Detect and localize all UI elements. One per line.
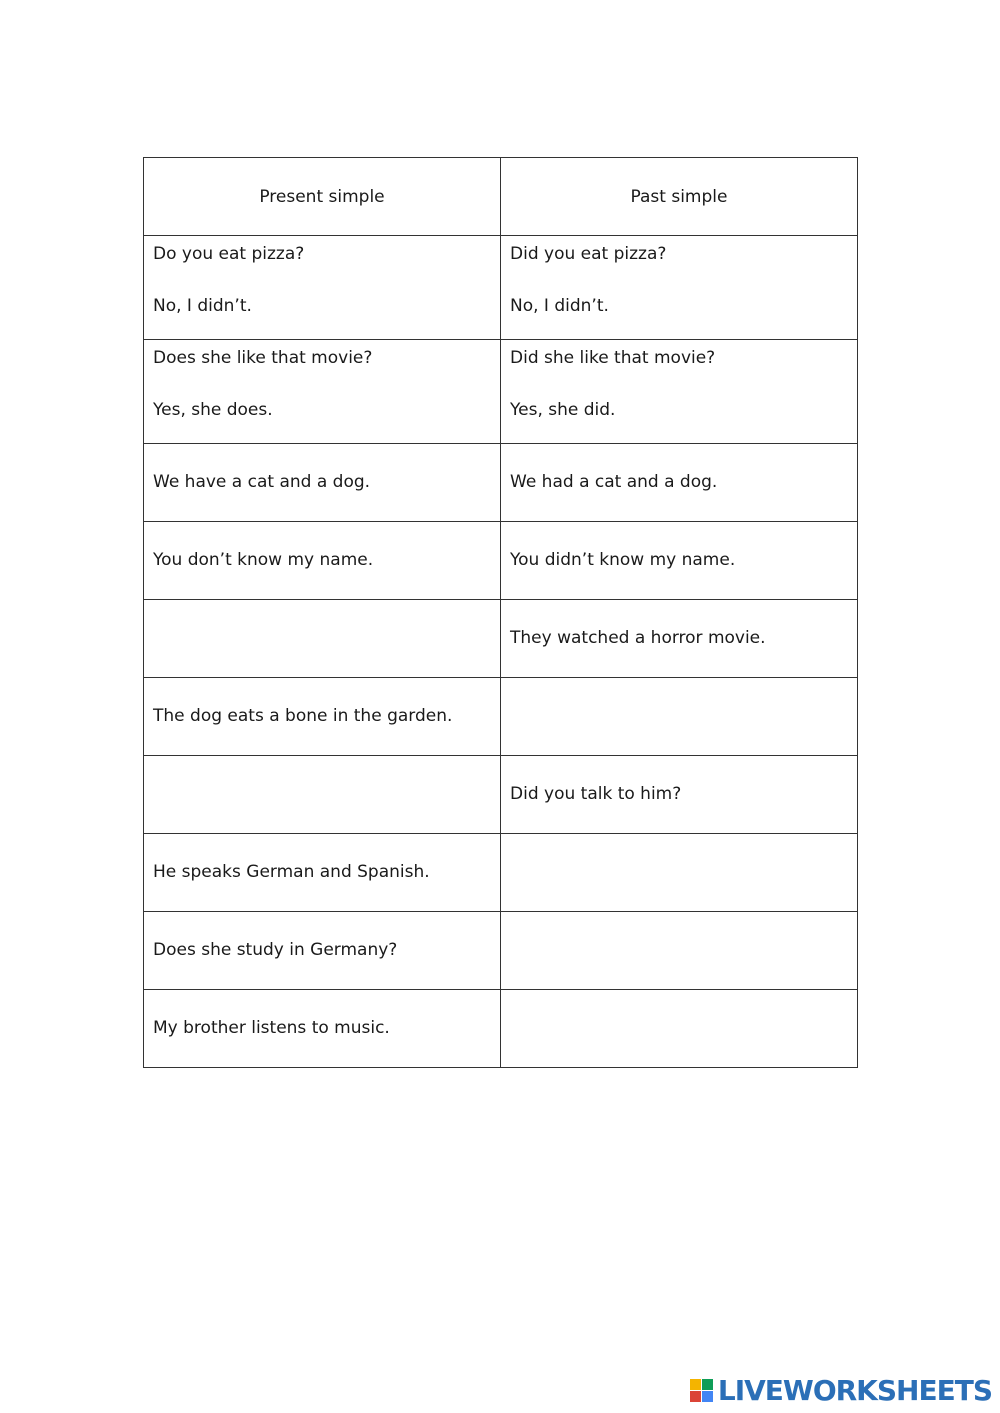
worksheet-table <box>143 157 858 1068</box>
header-present-simple: Present simple <box>144 158 501 236</box>
past-cell <box>501 756 858 834</box>
past-cell-blank[interactable] <box>501 834 858 912</box>
logo-text: LIVEWORKSHEETS <box>717 1374 992 1407</box>
table-row <box>144 340 858 444</box>
present-sentence <box>144 756 500 784</box>
past-cell <box>501 444 858 522</box>
table-row <box>144 236 858 340</box>
present-sentence <box>144 600 500 628</box>
past-sentence: We had a cat and a dog. <box>510 472 718 492</box>
past-answer: Yes, she did. <box>510 400 616 420</box>
past-cell <box>501 236 858 340</box>
past-cell <box>501 600 858 678</box>
present-cell <box>144 522 501 600</box>
present-cell <box>144 340 501 444</box>
present-sentence: The dog eats a bone in the garden. <box>153 706 453 726</box>
table-row <box>144 756 858 834</box>
table-row <box>144 600 858 678</box>
present-sentence: Does she study in Germany? <box>153 940 398 960</box>
table-row <box>144 678 858 756</box>
present-question: Does she like that movie? <box>153 348 373 368</box>
present-cell-blank[interactable] <box>144 756 501 834</box>
past-question: Did you eat pizza? <box>510 244 667 264</box>
present-answer: No, I didn’t. <box>153 296 252 316</box>
table-row <box>144 522 858 600</box>
table-row <box>144 912 858 990</box>
past-sentence <box>501 834 857 862</box>
present-sentence: He speaks German and Spanish. <box>153 862 430 882</box>
header-row <box>144 158 858 236</box>
past-sentence: You didn’t know my name. <box>510 550 736 570</box>
past-sentence <box>501 912 857 940</box>
present-sentence: You don’t know my name. <box>153 550 374 570</box>
past-cell-blank[interactable] <box>501 912 858 990</box>
past-sentence: They watched a horror movie. <box>510 628 766 648</box>
liveworksheets-logo[interactable] <box>690 1374 992 1407</box>
past-cell <box>501 340 858 444</box>
past-sentence: Did you talk to him? <box>510 784 682 804</box>
table-row <box>144 834 858 912</box>
present-sentence: My brother listens to music. <box>153 1018 390 1038</box>
present-cell <box>144 834 501 912</box>
past-cell-blank[interactable] <box>501 678 858 756</box>
present-answer: Yes, she does. <box>153 400 273 420</box>
table-row <box>144 990 858 1068</box>
past-question: Did she like that movie? <box>510 348 716 368</box>
past-cell-blank[interactable] <box>501 990 858 1068</box>
past-sentence <box>501 678 857 706</box>
present-cell <box>144 444 501 522</box>
present-cell <box>144 678 501 756</box>
past-cell <box>501 522 858 600</box>
present-cell <box>144 990 501 1068</box>
present-cell <box>144 236 501 340</box>
present-cell <box>144 912 501 990</box>
header-past-simple: Past simple <box>501 158 858 236</box>
table-row <box>144 444 858 522</box>
present-sentence: We have a cat and a dog. <box>153 472 371 492</box>
logo-blocks-icon <box>690 1379 714 1403</box>
past-answer: No, I didn’t. <box>510 296 609 316</box>
present-cell-blank[interactable] <box>144 600 501 678</box>
past-sentence <box>501 990 857 1018</box>
present-question: Do you eat pizza? <box>153 244 305 264</box>
